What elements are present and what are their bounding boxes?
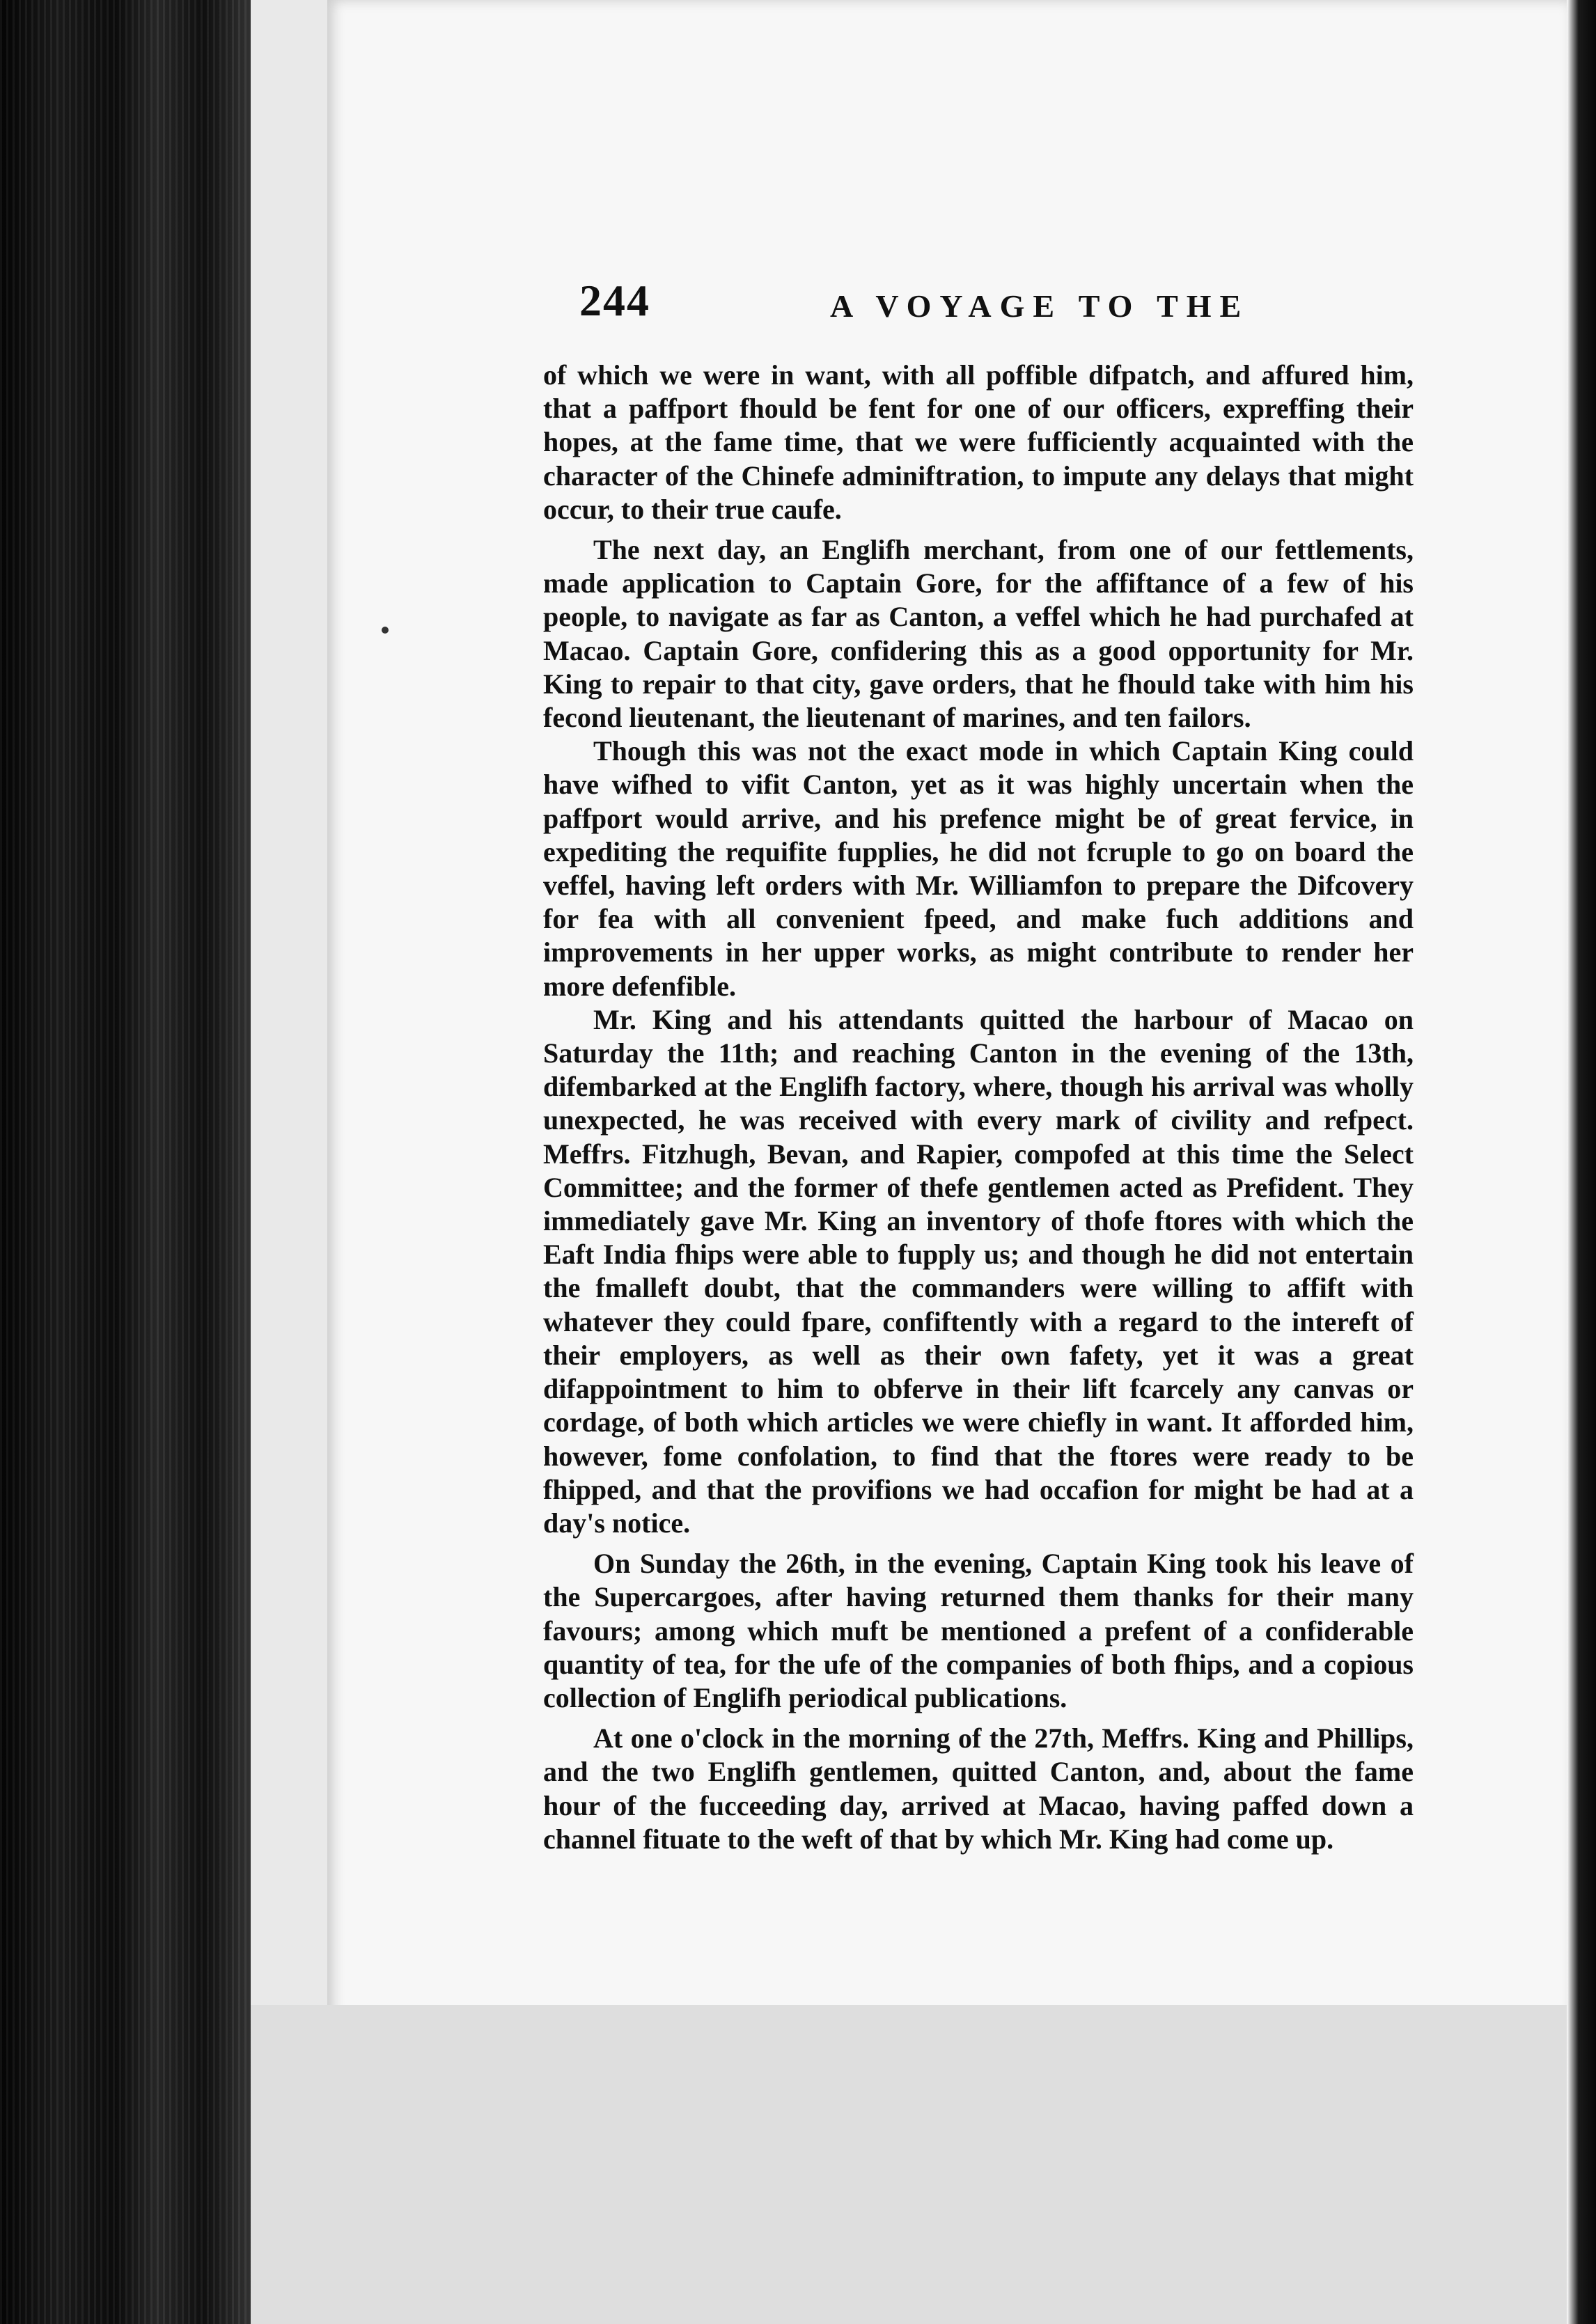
body-text (543, 359, 1414, 1856)
ink-speck (382, 627, 389, 634)
page-header (579, 275, 1436, 352)
paragraph: At one o'clock in the morning of the 27th, Meffrs. King and Phillips, and the two Englifh gentlemen, quitted Canton, and, about the fame hour of the fucceeding day, arrived at Macao, having paffed down a channel fituate to the weft of that by which Mr. King had come up. (543, 1722, 1414, 1855)
paragraph: Though this was not the exact mode in which Captain King could have wifhed to vifit Canton, yet as it was highly uncertain when the paffport would arrive, and his prefence might be of great fervice, in expediting the requifite fupplies, he did not fcruple to go on board the veffel, having left orders with Mr. Williamfon to prepare the Difcovery for fea with all convenient fpeed, and make fuch additions and improvements in her upper works, as might contribute to render her more defenfible. (543, 735, 1414, 1002)
lower-page-margin (251, 2005, 1567, 2324)
running-head: A VOYAGE TO THE (830, 288, 1250, 324)
paragraph: On Sunday the 26th, in the evening, Captain King took his leave of the Supercargoes, after having returned them thanks for their many favours; among which muft be mentioned a prefent of a confiderable quantity of tea, for the ufe of the companies of both fhips, and a copious collection of Englifh periodical publications. (543, 1548, 1414, 1713)
paragraph: Mr. King and his attendants quitted the harbour of Macao on Saturday the 11th; and reaching Canton in the evening of the 13th, difembarked at the Englifh factory, where, though his arrival was wholly unexpected, he was received with every mark of civility and refpect. Meffrs. Fitzhugh, Bevan, and Rapier, compofed at this time the Select Committee; and the former of thefe gentlemen acted as Prefident. They immediately gave Mr. King an inventory of thofe ftores with which the Eaft India fhips were able to fupply us; and though he did not entertain the fmalleft doubt, that the commanders were willing to affift with whatever they could fpare, confiftently with a regard to the intereft of their employers, as well as their own fafety, yet it was a great difappointment to him to obferve in their lift fcarcely any canvas or cordage, of both which articles we were chiefly in want. It afforded him, however, fome confolation, to find that the ftores were ready to be fhipped, and that the provifions we had occafion for might be had at a day's notice. (543, 1003, 1414, 1539)
page-number: 244 (579, 276, 650, 325)
paragraph: of which we were in want, with all poffible difpatch, and affured him, that a paffport fhould be fent for one of our officers, expreffing their hopes, at the fame time, that we were fufficiently acquainted with the character of the Chinefe adminiftration, to impute any delays that might occur, to their true caufe. (543, 359, 1414, 525)
scan-right-edge (1567, 0, 1596, 2324)
paragraph: The next day, an Englifh merchant, from one of our fettlements, made application to Captain Gore, for the affiftance of a few of his people, to navigate as far as Canton, a veffel which he had purchafed at Macao. Captain Gore, confidering this as a good opportunity for Mr. King to repair to that city, gave orders, that he fhould take with him his fecond lieutenant, the lieutenant of marines, and ten failors. (543, 534, 1414, 734)
